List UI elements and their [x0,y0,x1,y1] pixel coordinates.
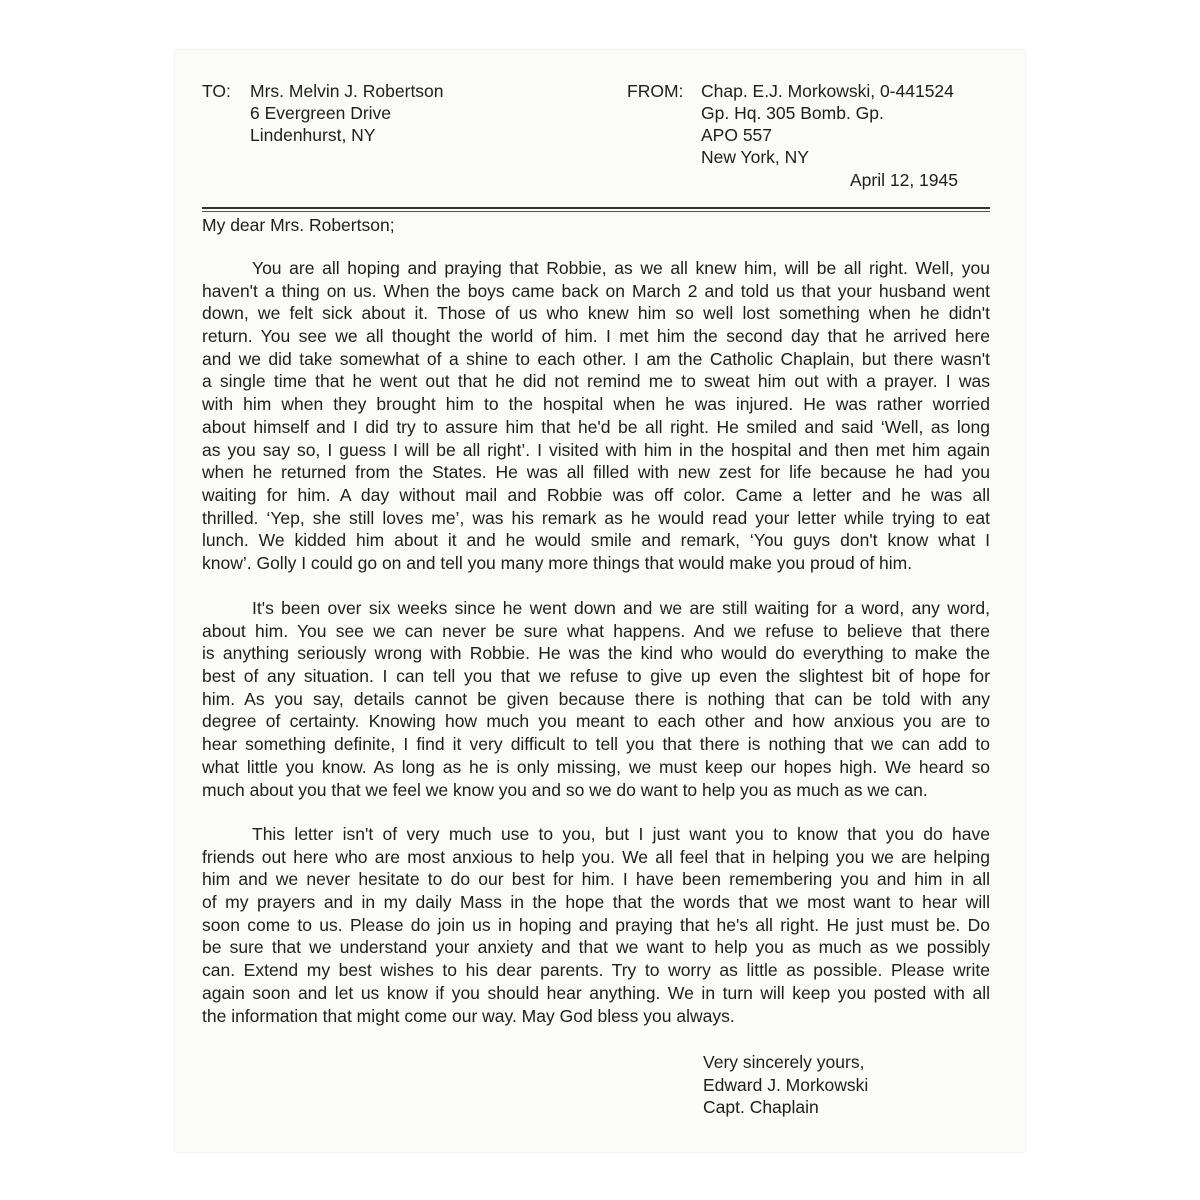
paragraph-line: degree of certainty. Knowing how much you meant to each other and how anxious you are to [202,711,990,732]
salutation: My dear Mrs. Robertson; [202,215,395,235]
paragraph-line: much about you that we feel we know you and so we do want to help you as much as we can. [202,779,928,800]
paragraph-line: and we did take somewhat of a shine to each other. I am the Catholic Chaplain, but there wasn't [202,348,990,369]
paragraph-line: what little you know. As long as he is only missing, we must keep our hopes high. We heard so [202,756,990,777]
to-line: Lindenhurst, NY [250,125,376,145]
from-address [701,80,954,168]
paragraph-line: It's been over six weeks since he went down and we are still waiting for a word, any word, [252,598,990,618]
paragraph-line: soon come to us. Please do join us in hoping and praying that he's all right. He just must be. Do [202,914,990,935]
paragraph-line: as you say so, I guess I will be all right’. I visited with him in the hospital and then met him again [202,439,990,460]
paragraph-line: waiting for him. A day without mail and Robbie was off color. Came a letter and he was all [202,484,990,505]
paragraph-line: know’. Golly I could go on and tell you many more things that would make you proud of him. [202,552,913,573]
to-address [250,80,444,146]
paragraph-line: is anything seriously wrong with Robbie. He was the kind who would do everything to make the [202,643,990,664]
paragraph-line: the information that might come our way. May God bless you always. [202,1005,735,1026]
paragraph-line: return. You see we all thought the world of him. I met him the second day that he arrived here [202,326,990,347]
from-line: APO 557 [701,125,773,145]
paragraph-line: down, we felt sick about it. Those of us who knew him so well lost something when he didn't [202,303,990,324]
signer-name: Edward J. Morkowski [703,1074,869,1095]
to-line: 6 Evergreen Drive [250,103,392,123]
header-divider [202,207,990,209]
from-line: New York, NY [701,147,809,167]
paragraph-line: This letter isn't of very much use to you, but I just want you to know that you do have [252,824,990,844]
signer-title: Capt. Chaplain [703,1097,819,1118]
paragraph-3 [202,823,990,1027]
from-label: FROM: [627,81,684,101]
paragraph-line: him. As you say, details cannot be given because there is nothing that can be told with any [202,688,990,709]
paragraph-line: best of any situation. I can tell you that we refuse to give up even the slightest bit of hope for [202,666,990,687]
paragraph-line: with him when they brought him to the hospital when he was injured. He was rather worried [202,394,990,415]
paragraph-line: when he returned from the States. He was all filled with new zest for life because he had you [202,462,990,483]
paragraph-line: a single time that he went out that he did not remind me to sweat him out with a prayer. I was [202,371,990,392]
paragraph-line: can. Extend my best wishes to his dear parents. Try to worry as little as possible. Please write [202,960,990,981]
closing-block [703,1051,868,1119]
paragraph-1 [202,257,990,575]
paragraph-line: about himself and I did try to assure him that he'd be all right. He smiled and said ‘Well, as long [202,416,990,437]
to-label: TO: [202,81,231,101]
paragraph-line: You are all hoping and praying that Robbie, as we all knew him, will be all right. Well, you [252,258,990,278]
paragraph-line: lunch. We kidded him about it and he would smile and remark, ‘You guys don't know what I [202,530,990,551]
letter-date: April 12, 1945 [850,170,958,190]
paragraph-line: him and we never hesitate to do our best for him. I have been remembering you and him in all [202,869,990,890]
paragraph-line: be sure that we understand your anxiety and that we want to help you as much as we possibly [202,937,990,958]
paragraph-line: of my prayers and in my daily Mass in the hope that the words that we most want to hear will [202,892,990,913]
from-line: Gp. Hq. 305 Bomb. Gp. [701,103,884,123]
closing-phrase: Very sincerely yours, [703,1052,865,1072]
header-divider-thin [202,211,990,212]
paragraph-2 [202,597,990,801]
paragraph-line: haven't a thing on us. When the boys came back on March 2 and told us that your husband went [202,280,990,301]
paragraph-line: about him. You see we can never be sure what happens. And we refuse to believe that there [202,620,990,641]
paragraph-line: friends out here who are most anxious to help you. We all feel that in helping you we are helping [202,846,990,867]
paragraph-line: thrilled. ‘Yep, she still loves me’, was his remark as he would read your letter while trying to eat [202,507,990,528]
paragraph-line: again soon and let us know if you should hear anything. We in turn will keep you posted with all [202,982,990,1003]
to-line: Mrs. Melvin J. Robertson [250,81,444,101]
from-line: Chap. E.J. Morkowski, 0-441524 [701,81,954,101]
paragraph-line: hear something definite, I find it very difficult to tell you that there is nothing that we can add to [202,734,990,755]
